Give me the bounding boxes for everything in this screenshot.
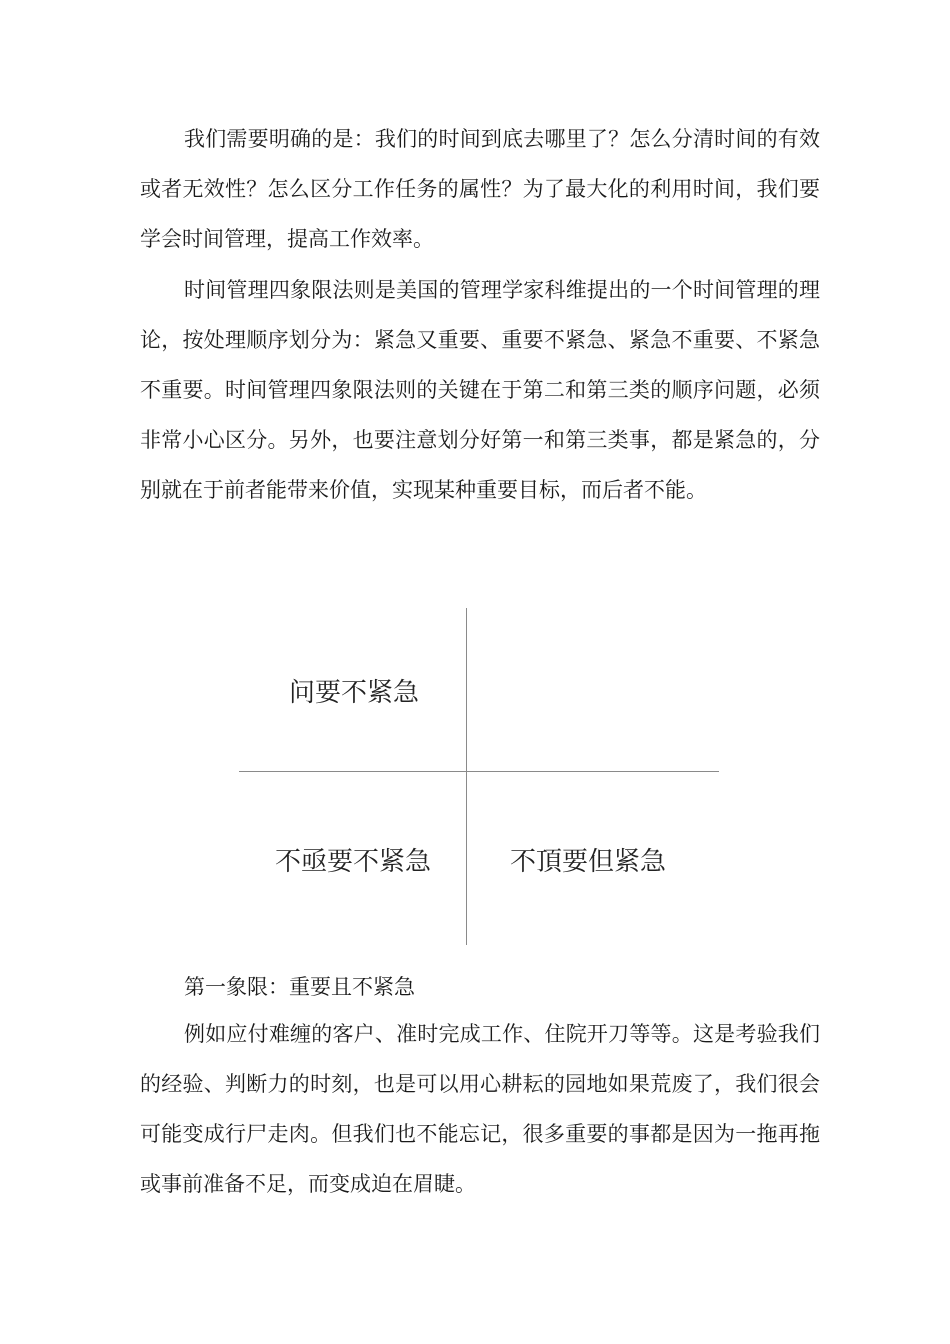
quadrant-vertical-axis bbox=[466, 608, 467, 945]
section-heading-first-quadrant: 第一象限：重要且不紧急 bbox=[184, 975, 415, 999]
quadrant-label-top-left: 问要不紧急 bbox=[289, 678, 420, 708]
quadrant-label-bottom-right: 不頂要但紧急 bbox=[510, 847, 667, 877]
quadrant-horizontal-axis bbox=[239, 771, 719, 772]
paragraph-four-quadrant-rule: 时间管理四象限法则是美国的管理学家科维提出的一个时间管理的理论，按处理顺序划分为：紧急又重要、重要不紧急、紧急不重要、不紧急不重要。时间管理四象限法则的关键在于第二和第三类的顺序问题，必须非常小心区分。另外，也要注意划分好第一和第三类事，都是紧急的，分别就在于前者能带来价值，实现某种重要目标，而后者不能。 bbox=[140, 278, 820, 502]
paragraph-intro: 我们需要明确的是：我们的时间到底去哪里了？怎么分清时间的有效或者无效性？怎么区分工作任务的属性？为了最大化的利用时间，我们要学会时间管理，提高工作效率。 bbox=[140, 127, 820, 251]
paragraph-first-quadrant-examples: 例如应付难缠的客户、准时完成工作、住院开刀等等。这是考验我们的经验、判断力的时刻，也是可以用心耕耘的园地如果荒废了，我们很会可能变成行尸走肉。但我们也不能忘记，很多重要的事都是因为一拖再拖或事前准备不足，而变成迫在眉睫。 bbox=[140, 1022, 820, 1196]
quadrant-label-bottom-left: 不亟要不紧急 bbox=[275, 847, 432, 877]
